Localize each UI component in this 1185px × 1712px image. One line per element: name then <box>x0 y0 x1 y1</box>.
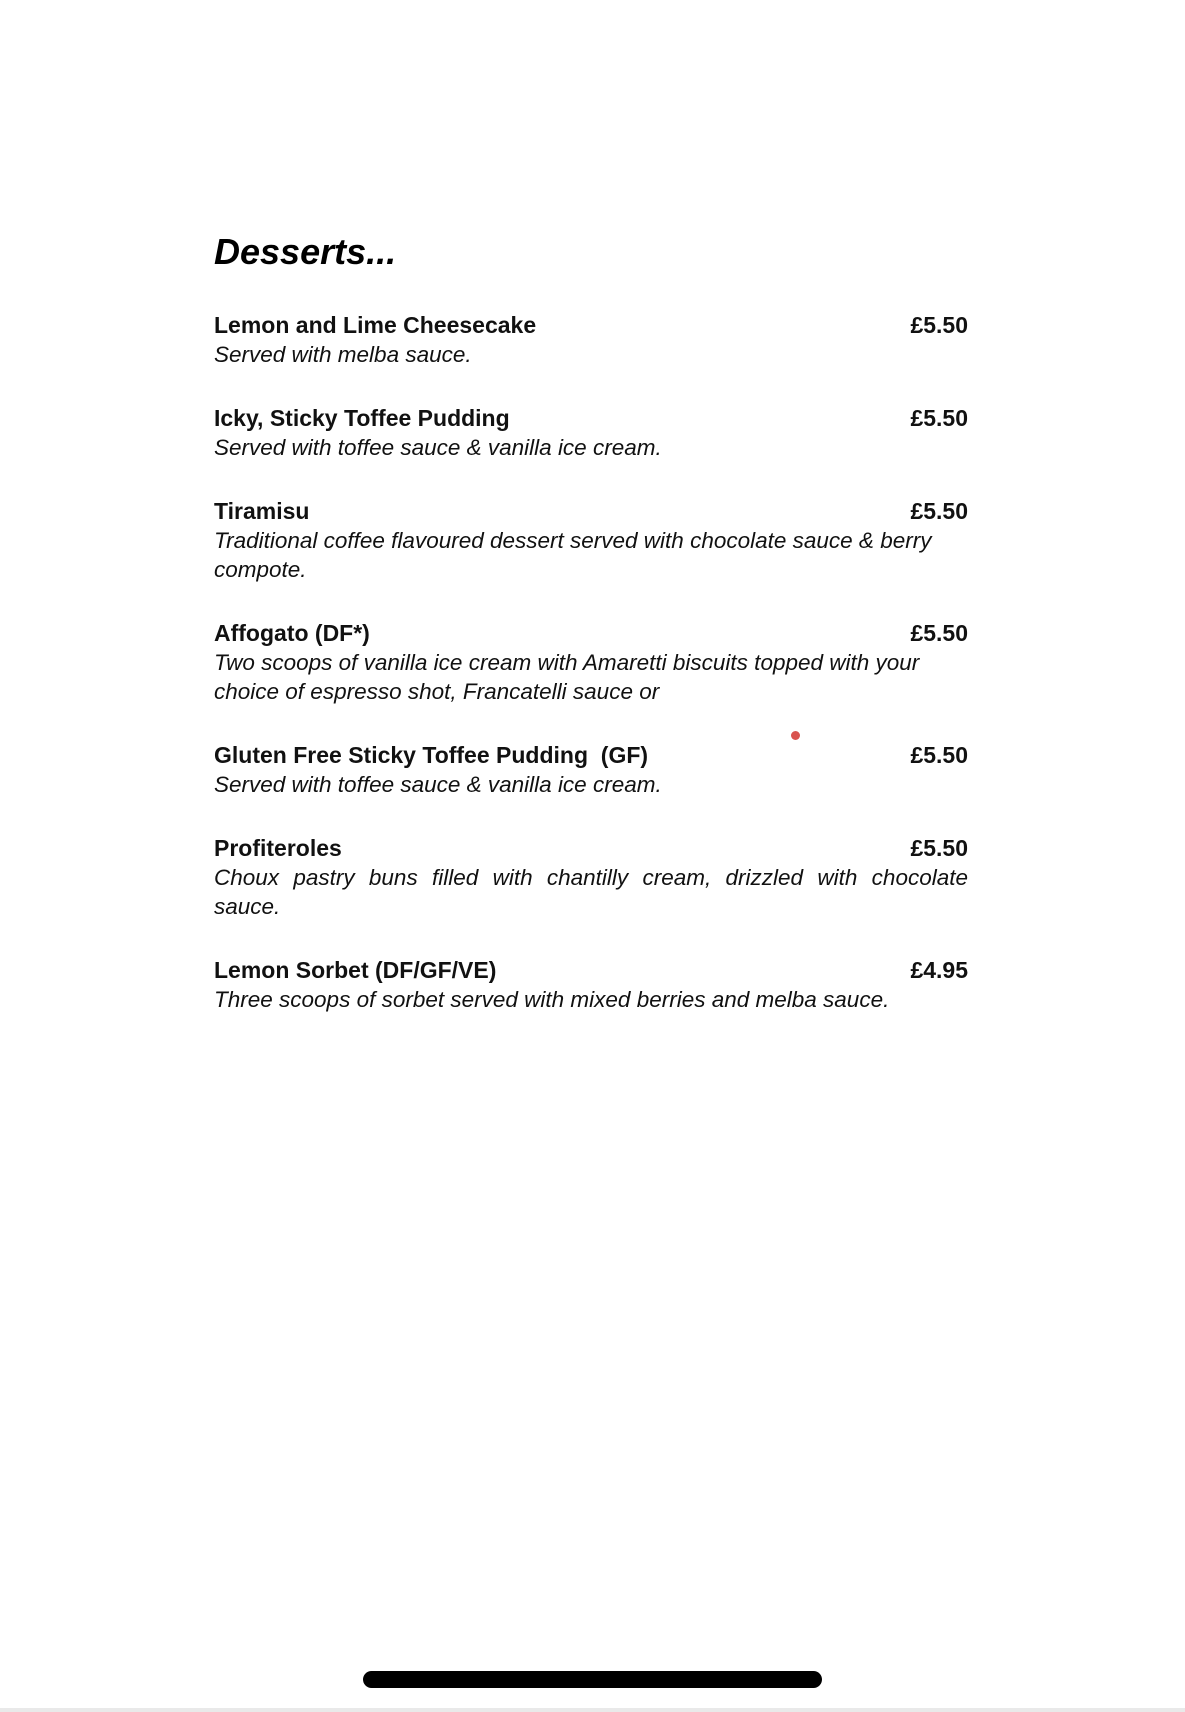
item-description: Three scoops of sorbet served with mixed berries and melba sauce. <box>214 987 890 1012</box>
menu-title: Desserts... <box>214 231 397 272</box>
item-price: £5.50 <box>910 620 968 646</box>
desserts-menu <box>214 228 968 1048</box>
bottom-edge-divider <box>0 1708 1185 1712</box>
item-description: Served with toffee sauce & vanilla ice cream. <box>214 772 662 797</box>
item-name: Profiteroles <box>214 835 342 861</box>
item-description: Served with toffee sauce & vanilla ice cream. <box>214 435 662 460</box>
item-price: £5.50 <box>910 742 968 768</box>
home-indicator-bar[interactable] <box>363 1671 822 1688</box>
item-name: Tiramisu <box>214 498 310 524</box>
menu-item <box>214 740 968 799</box>
item-price: £4.95 <box>910 957 968 983</box>
item-description: Choux pastry buns filled with chantilly cream, drizzled with chocolate sauce. <box>214 865 968 919</box>
menu-item <box>214 496 968 584</box>
item-name: Lemon Sorbet (DF/GF/VE) <box>214 957 497 983</box>
menu-item <box>214 618 968 706</box>
menu-item <box>214 403 968 462</box>
item-name: Affogato (DF*) <box>214 620 370 646</box>
item-description: Traditional coffee flavoured dessert served with chocolate sauce & berry compote. <box>214 528 932 582</box>
item-name: Gluten Free Sticky Toffee Pudding (GF) <box>214 742 649 768</box>
menu-item <box>214 833 968 921</box>
item-price: £5.50 <box>910 405 968 431</box>
item-name: Lemon and Lime Cheesecake <box>214 312 537 338</box>
item-price: £5.50 <box>910 312 968 338</box>
item-price: £5.50 <box>910 498 968 524</box>
item-name: Icky, Sticky Toffee Pudding <box>214 405 510 431</box>
item-description: Two scoops of vanilla ice cream with Amaretti biscuits topped with your choice of espresso shot, Francatelli sauce or <box>214 650 920 704</box>
red-dot-marker <box>791 731 800 740</box>
item-price: £5.50 <box>910 835 968 861</box>
menu-item <box>214 955 968 1014</box>
menu-item <box>214 310 968 369</box>
item-description: Served with melba sauce. <box>214 342 472 367</box>
